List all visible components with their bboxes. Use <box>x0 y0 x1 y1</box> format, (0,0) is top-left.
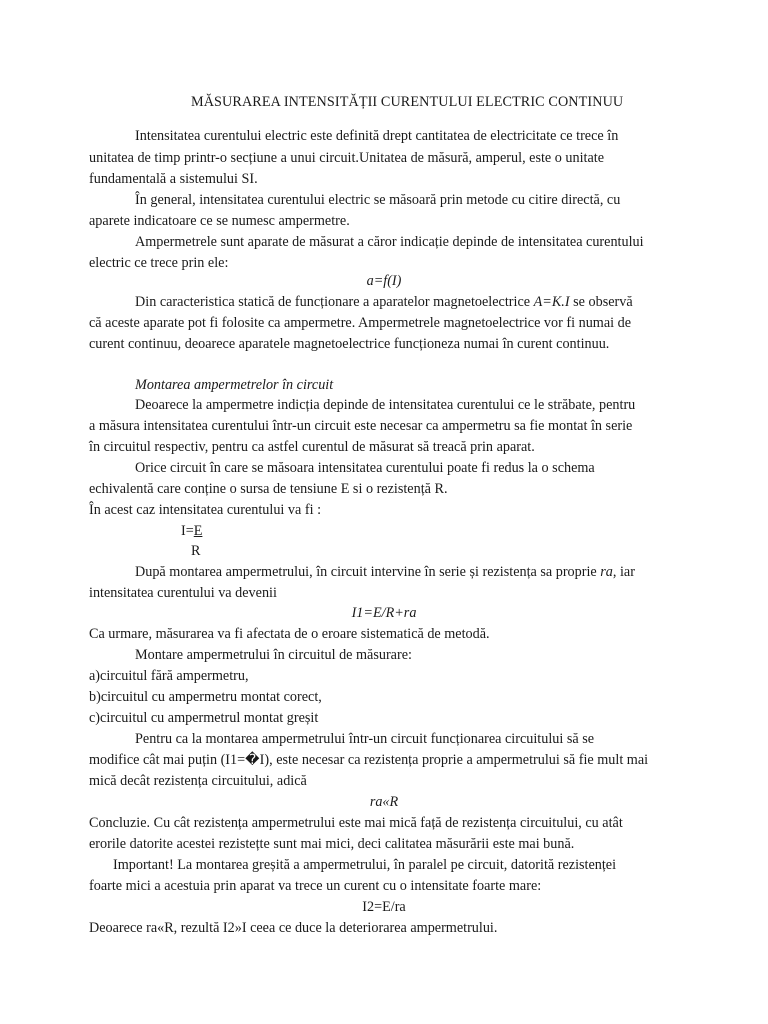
paragraph-line: Intensitatea curentului electric este definită drept cantitatea de electricitate ce trece în <box>135 128 619 144</box>
formula: I1=E/R+ra <box>351 605 417 621</box>
formula: ra«R <box>369 794 399 810</box>
fraction-numerator <box>181 521 261 542</box>
list-item: b)circuitul cu ampermetru montat corect, <box>89 689 322 705</box>
text-run: E <box>193 523 203 539</box>
paragraph-line: Orice circuit în care se măsoara intensitatea curentului poate fi redus la o schema <box>135 460 595 476</box>
paragraph-line: echivalentă care conține o sursa de tensiune E si o rezistență R. <box>89 481 448 497</box>
paragraph-line: a măsura intensitatea curentului într-un circuit este necesar ca ampermetru sa fie montat în serie <box>89 418 633 434</box>
paragraph-line: Important! La montarea greșită a ampermetrului, în paralel pe circuit, datorită rezistenței <box>113 857 617 873</box>
paragraph-line: În general, intensitatea curentului electric se măsoară prin metode cu citire directă, cu <box>135 192 621 208</box>
paragraph-line: Deoarece ra«R, rezultă I2»I ceea ce duce la deteriorarea ampermetrului. <box>89 920 498 936</box>
section-subheading: Montarea ampermetrelor în circuit <box>135 377 334 393</box>
paragraph-line: În acest caz intensitatea curentului va fi : <box>89 502 322 518</box>
paragraph-line <box>135 562 735 583</box>
paragraph-line: în circuitul respectiv, pentru ca astfel curentul de măsurat să treacă prin aparat. <box>89 439 535 455</box>
paragraph-line: electric ce trece prin ele: <box>89 255 229 271</box>
paragraph-line: Deoarece la ampermetre indicția depinde de intensitatea curentului ce le străbate, pentru <box>135 397 636 413</box>
formula: a=f(I) <box>366 273 402 289</box>
paragraph-line: că aceste aparate pot fi folosite ca ampermetre. Ampermetrele magnetoelectrice vor fi numai de <box>89 315 632 331</box>
formula: I2=E/ra <box>362 899 406 915</box>
page-title: MĂSURAREA INTENSITĂȚII CURENTULUI ELECTRIC CONTINUU <box>191 94 624 110</box>
paragraph-line: curent continuu, deoarece aparatele magnetoelectrice funcționeza numai în curent continuu. <box>89 336 610 352</box>
paragraph-line: Montare ampermetrului în circuitul de măsurare: <box>135 647 412 663</box>
text-run: se observă <box>569 294 633 310</box>
inline-formula: ra <box>600 564 613 580</box>
paragraph-line: unitatea de timp printr-o secțiune a unui circuit.Unitatea de măsură, amperul, este o unitate <box>89 150 605 166</box>
paragraph-line: Ca urmare, măsurarea va fi afectata de o eroare sistematică de metodă. <box>89 626 490 642</box>
paragraph-line: fundamentală a sistemului SI. <box>89 171 258 187</box>
paragraph-line: Ampermetrele sunt aparate de măsurat a căror indicație depinde de intensitatea curentului <box>135 234 644 250</box>
text-run: Din caracteristica statică de funcționare a aparatelor magnetoelectrice <box>135 294 534 310</box>
list-item: a)circuitul fără ampermetru, <box>89 668 249 684</box>
inline-formula: A=K.I <box>533 294 570 310</box>
paragraph-line: Pentru ca la montarea ampermetrului într-un circuit funcționarea circuitului să se <box>135 731 595 747</box>
paragraph-line: Concluzie. Cu cât rezistența ampermetrului este mai mică față de rezistența circuitului, cu atât <box>89 815 623 831</box>
paragraph-line: modifice cât mai puțin (I1=�I), este necesar ca rezistența proprie a ampermetrului să fie mult mai <box>89 752 649 768</box>
text-run: I= <box>181 523 194 539</box>
paragraph-line: mică decât rezistența circuitului, adică <box>89 773 307 789</box>
paragraph-line: intensitatea curentului va devenii <box>89 585 277 601</box>
text-run: După montarea ampermetrului, în circuit intervine în serie și rezistența sa proprie <box>135 564 601 580</box>
text-run: , iar <box>612 564 635 580</box>
paragraph-line: aparete indicatoare ce se numesc ampermetre. <box>89 213 350 229</box>
list-item: c)circuitul cu ampermetrul montat greșit <box>89 710 319 726</box>
paragraph-line: foarte mici a acestuia prin aparat va trece un curent cu o intensitate foarte mare: <box>89 878 542 894</box>
paragraph-line <box>135 292 735 313</box>
paragraph-line: erorile datorite acestei rezistețte sunt mai mici, deci calitatea măsurării este mai bună. <box>89 836 575 852</box>
fraction-denominator: R <box>191 543 201 559</box>
